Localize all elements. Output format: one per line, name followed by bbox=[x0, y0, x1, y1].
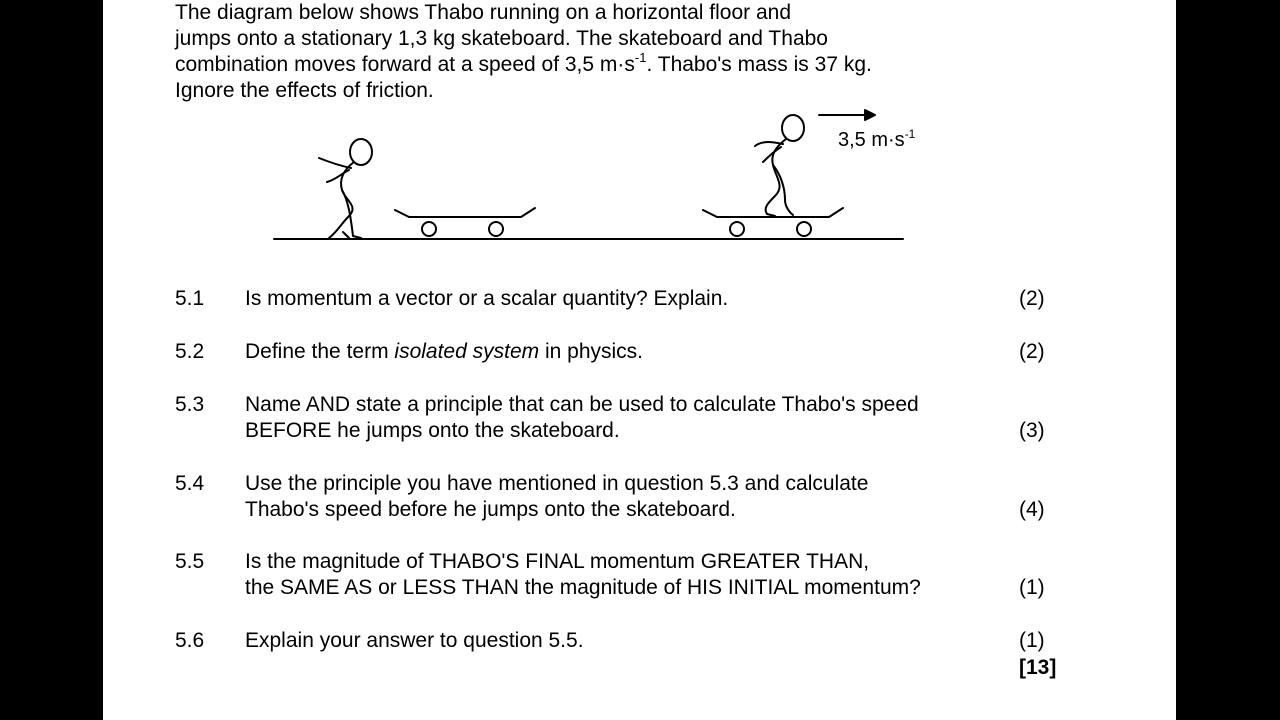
question-term: isolated system bbox=[394, 340, 540, 363]
question-line bbox=[245, 339, 1025, 365]
question-number: 5.3 bbox=[175, 393, 205, 416]
question-line: Thabo's speed before he jumps onto the skateboard. bbox=[245, 498, 736, 521]
stationary-skateboard bbox=[395, 208, 535, 236]
question-text bbox=[245, 471, 1025, 523]
running-figure bbox=[319, 139, 372, 238]
question-text bbox=[245, 286, 1025, 312]
intro-line-3-exponent: -1 bbox=[634, 50, 647, 65]
question-marks: (3) bbox=[1019, 419, 1045, 442]
question-text bbox=[245, 339, 1025, 365]
velocity-label bbox=[838, 127, 916, 151]
question-line: BEFORE he jumps onto the skateboard. bbox=[245, 419, 620, 442]
question-marks: (1) bbox=[1019, 576, 1045, 599]
intro-line-3-tail: . Thabo's mass is 37 kg. bbox=[646, 53, 872, 76]
skateboard-diagram bbox=[103, 0, 1176, 270]
intro-line-2: jumps onto a stationary 1,3 kg skateboard. The skateboard and Thabo bbox=[175, 27, 828, 50]
velocity-arrow-icon bbox=[819, 110, 875, 120]
question-number: 5.1 bbox=[175, 287, 205, 310]
question-number: 5.5 bbox=[175, 550, 205, 573]
velocity-label-exponent: -1 bbox=[904, 127, 916, 141]
question-number: 5.4 bbox=[175, 472, 205, 495]
question-line: Is the magnitude of THABO'S FINAL momentum GREATER THAN, bbox=[245, 550, 870, 573]
question-line: Name AND state a principle that can be used to calculate Thabo's speed bbox=[245, 393, 919, 416]
question-marks: (2) bbox=[1019, 340, 1045, 363]
question-marks: (2) bbox=[1019, 287, 1045, 310]
question-line: Is momentum a vector or a scalar quantity? Explain. bbox=[245, 287, 729, 310]
question-text-post: in physics. bbox=[539, 340, 644, 363]
question-text bbox=[245, 628, 1025, 654]
intro-line-1: The diagram below shows Thabo running on a horizontal floor and bbox=[175, 1, 791, 24]
intro-line-4: Ignore the effects of friction. bbox=[175, 79, 434, 102]
question-text bbox=[245, 392, 1025, 444]
intro-line-3-text: combination moves forward at a speed of 3,5 m·s bbox=[175, 53, 635, 76]
question-line: the SAME AS or LESS THAN the magnitude of HIS INITIAL momentum? bbox=[245, 576, 921, 599]
question-number: 5.6 bbox=[175, 629, 205, 652]
riding-figure bbox=[755, 115, 804, 216]
question-number: 5.2 bbox=[175, 340, 205, 363]
question-text-pre: Define the term bbox=[245, 340, 395, 363]
velocity-label-text: 3,5 m·s bbox=[838, 129, 905, 151]
question-marks: (1) bbox=[1019, 629, 1045, 652]
question-text bbox=[245, 549, 1025, 601]
question-marks: (4) bbox=[1019, 498, 1045, 521]
total-marks: [13] bbox=[1019, 656, 1057, 679]
question-line: Explain your answer to question 5.5. bbox=[245, 629, 584, 652]
worksheet-page bbox=[103, 0, 1176, 720]
question-line: Use the principle you have mentioned in question 5.3 and calculate bbox=[245, 472, 869, 495]
moving-skateboard bbox=[703, 208, 843, 236]
